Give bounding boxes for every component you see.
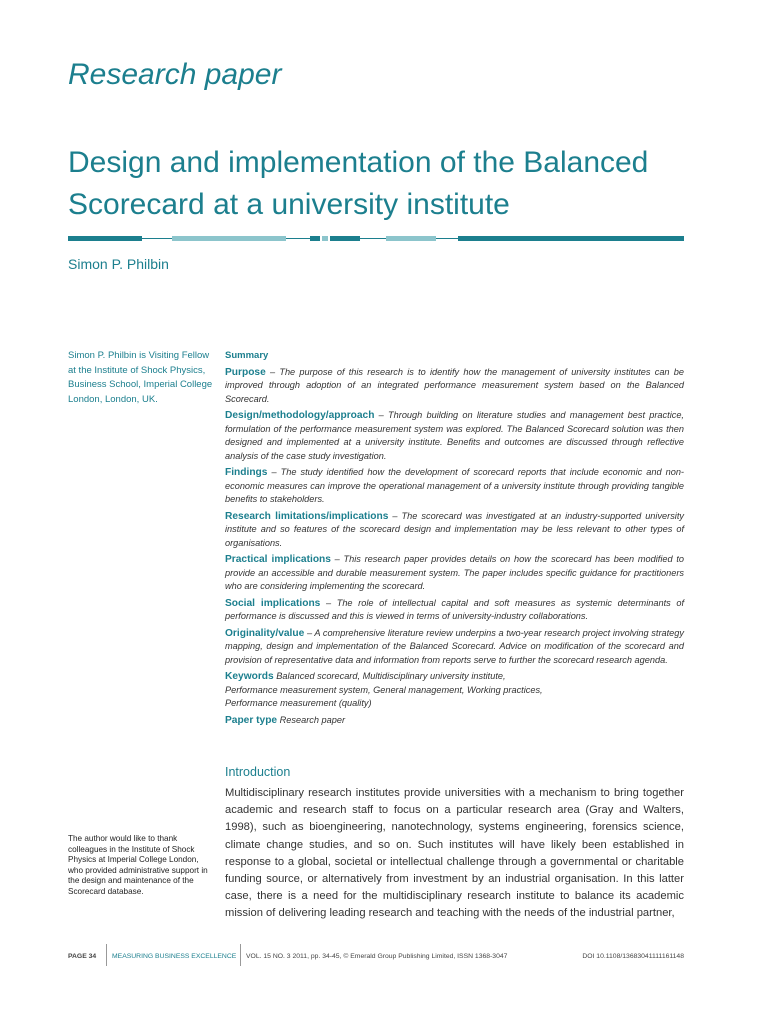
summary-item: [225, 466, 684, 507]
keywords-line: Balanced scorecard, Multidisciplinary university institute,: [276, 671, 506, 681]
title-rule: [68, 234, 684, 242]
summary-item: [225, 409, 684, 463]
keywords: [225, 670, 684, 711]
rule-segment: [436, 238, 458, 239]
summary-block: [225, 349, 684, 730]
section-kicker: Research paper: [68, 58, 282, 91]
rule-segment: [172, 236, 286, 241]
rule-segment: [386, 236, 436, 241]
summary-item-label: Practical implications: [225, 554, 331, 565]
summary-item-label: Research limitations/implications: [225, 510, 389, 522]
summary-item-label: Purpose: [225, 366, 266, 378]
summary-item-text: – A comprehensive literature review underpins a two-year research project involving strategy mapping, design and implementation of the Balanced Scorecard. Advice on modification of the scorecard and provision of representative data and information from reports serve to further the scorecard research agenda.: [225, 627, 684, 665]
summary-item-label: Findings: [225, 467, 268, 478]
summary-item-label: Design/methodology/approach: [225, 410, 375, 421]
author-name: Simon P. Philbin: [68, 256, 169, 272]
footer-divider: [106, 944, 107, 966]
summary-item-label: Social implications: [225, 597, 321, 609]
paper-type-label: Paper type: [225, 714, 278, 726]
footer-journal: MEASURING BUSINESS EXCELLENCE: [112, 953, 237, 960]
summary-item-text: – The role of intellectual capital and soft measures as systemic determinants of performance is discussed and this is viewed in terms of university-industry collaborations.: [225, 597, 685, 621]
summary-item-text: – This research paper provides details on how the scorecard has been modified to provide an accessible and durable measurement system. The paper includes specific guidance for practitioners who are considering implementing the scorecard.: [225, 554, 685, 591]
rule-segment: [142, 238, 172, 239]
author-bio: Simon P. Philbin is Visiting Fellow at the Institute of Shock Physics, Business School, Imperial College London, London, UK.: [68, 350, 213, 405]
keywords-line: Performance measurement system, General management, Working practices,: [225, 684, 543, 695]
summary-item: [225, 553, 684, 594]
rule-segment: [322, 236, 328, 241]
paper-type-value: Research paper: [279, 714, 346, 725]
summary-item-text: – The study identified how the development of scorecard reports that include economic and non-economic measures can improve the operational management of a university institute through providing tangible benefits to stakeholders.: [225, 467, 684, 504]
footer-divider: [240, 944, 241, 966]
keywords-label: Keywords: [225, 671, 274, 682]
acknowledgement-note: The author would like to thank colleagues in the Institute of Shock Physics at Imperial College London, who provided administrative support in the design and maintenance of the Scorecard database.: [68, 834, 208, 896]
summary-item: [225, 366, 684, 407]
rule-segment: [68, 236, 142, 241]
introduction-heading: Introduction: [225, 765, 291, 779]
footer-page-number: PAGE 34: [68, 953, 97, 960]
summary-item-label: Originality/value: [225, 627, 305, 639]
rule-segment: [360, 238, 386, 239]
keywords-line: Performance measurement (quality): [225, 698, 372, 708]
summary-item: [225, 510, 684, 551]
rule-segment: [458, 236, 684, 241]
summary-item-text: – The purpose of this research is to identify how the management of university institutes can be improved through adoption of an integrated performance measurement system based on the Balanced Scorecard.: [225, 366, 684, 404]
footer-doi: DOI 10.1108/13683041111161148: [582, 953, 684, 960]
rule-segment: [330, 236, 360, 241]
summary-item: [225, 597, 684, 624]
introduction-paragraph: Multidisciplinary research institutes provide universities with a mechanism to bring together academic and research staff to focus on a particular research area (Gray and Walters, 1998), such as bioengineering, nanotechnology, systems engineering, forensics science, climate change studies, and so on. Such institutes will have likely been established in response to a global, societal or intellectual challenge through a governmental or charitable funding source, or alternatively from investment by an industrial organisation. In this latter case, there is a need for the multidisciplinary research institute to balance its academic mission of delivering leading research and teaching with the needs of the industrial partner,: [225, 787, 684, 920]
summary-item-text: – Through building on literature studies and management best practice, formulation of the performance measurement system was explored. The Balanced Scorecard solution was then designed and implemented at a university institute. Benefits and outcomes are discussed through reflective analysis of the case study investigation.: [225, 410, 684, 461]
summary-heading: Summary: [225, 350, 269, 361]
paper-title: Design and implementation of the Balanced Scorecard at a university institute: [68, 146, 649, 221]
rule-segment: [286, 238, 310, 239]
footer-citation: VOL. 15 NO. 3 2011, pp. 34-45, © Emerald Group Publishing Limited, ISSN 1368-3047: [246, 953, 508, 960]
paper-type: [225, 714, 684, 728]
page-footer: [68, 944, 684, 974]
summary-item: [225, 627, 684, 668]
rule-segment: [310, 236, 320, 241]
summary-item-text: – The scorecard was investigated at an industry-supported university institute and so features of the scorecard design and implementation may be less relevant to other types of organisations.: [225, 510, 684, 548]
